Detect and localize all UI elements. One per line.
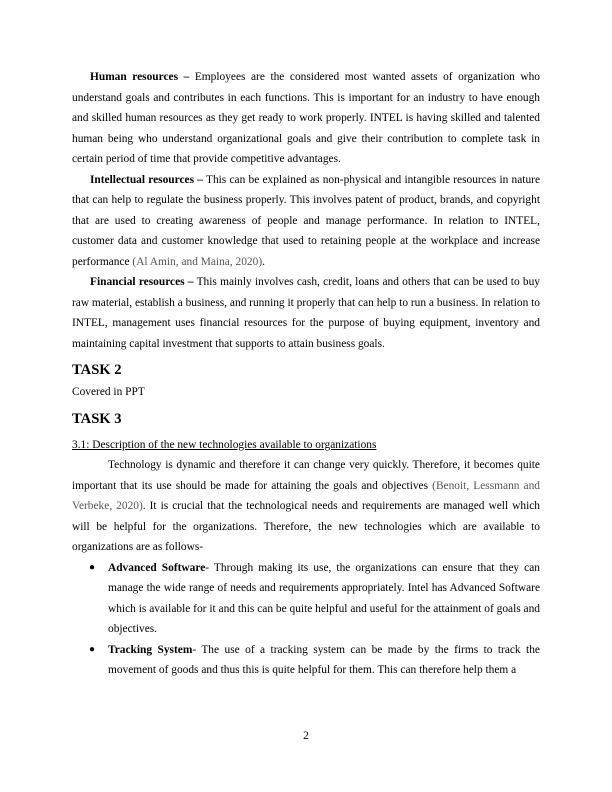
task-3-heading: TASK 3 xyxy=(72,410,122,427)
bullet-icon: ● xyxy=(89,561,96,573)
list-item-title: Tracking System xyxy=(108,643,193,656)
paragraph-intellectual-resources xyxy=(72,170,540,273)
list-item-title: Advanced Software xyxy=(108,561,206,574)
page-number: 2 xyxy=(303,730,309,742)
citation: (Benoit, Lessmann and Verbeke, 2020) xyxy=(72,479,541,512)
paragraph-title: Human resources – xyxy=(90,71,190,83)
task-2-heading: TASK 2 xyxy=(72,362,122,378)
paragraph-text: Technology is dynamic and therefore it can change very quickly. Therefore, it becomes quite important that its use should be made for attaining the goals and objectives xyxy=(72,459,540,492)
section-subheading: 3.1: Description of the new technologies available to organizations xyxy=(72,438,377,451)
paragraph-text: Employees are the considered most wanted assets of organization who understand goals and contributes in each functions. This is important for an industry to have enough and skilled human resources as they get ready to work properly. INTEL is having skilled and talented human being who understand organizational goals and give their contribution to complete task in certain period of time that provide competitive advantages. xyxy=(72,71,540,165)
paragraph-technology-intro xyxy=(72,455,540,558)
list-item-tracking-system xyxy=(72,640,540,681)
paragraph-title: Financial resources – xyxy=(90,276,194,288)
paragraph-title: Intellectual resources – xyxy=(90,173,203,186)
task-2-text: Covered in PPT xyxy=(72,386,145,398)
citation: (Al Amin, and Maina, 2020) xyxy=(132,255,263,268)
page-content xyxy=(72,67,540,681)
paragraph-text: This can be explained as non-physical and intangible resources in nature that can help to regulate the business properly. This involves patent of product, brands, and copyright that are used to creating awareness of people and manage performance. In relation to INTEL, customer data and customer knowledge that used to retaining people at the workplace and increase performance xyxy=(72,173,541,268)
bullet-icon: ● xyxy=(89,643,96,655)
list-item-text: - The use of a tracking system can be made by the firms to track the movement of goods and thus this is quite helpful for them. This can therefore help them a xyxy=(108,643,540,676)
paragraph-text: This mainly involves cash, credit, loans and others that can be used to buy raw material, establish a business, and running it properly that can help to run a business. In relation to INTEL, management uses financial resources for the purpose of buying equipment, inventory and maintaining capital investment that supports to attain business goals. xyxy=(72,276,540,350)
list-item-advanced-software xyxy=(72,558,540,640)
list-item-text: - Through making its use, the organizations can ensure that they can manage the wide range of needs and requirements appropriately. Intel has Advanced Software which is available for it and this can be quite helpful and useful for the attainment of goals and objectives. xyxy=(108,561,540,635)
technology-list xyxy=(72,558,540,681)
paragraph-end: . xyxy=(262,255,265,268)
paragraph-financial-resources xyxy=(72,272,540,354)
paragraph-human-resources xyxy=(72,67,540,170)
paragraph-text-continued: . It is crucial that the technological needs and requirements are managed well which will be helpful for the organizations. Therefore, the new technologies which are available to organizations are as follows- xyxy=(72,500,540,553)
